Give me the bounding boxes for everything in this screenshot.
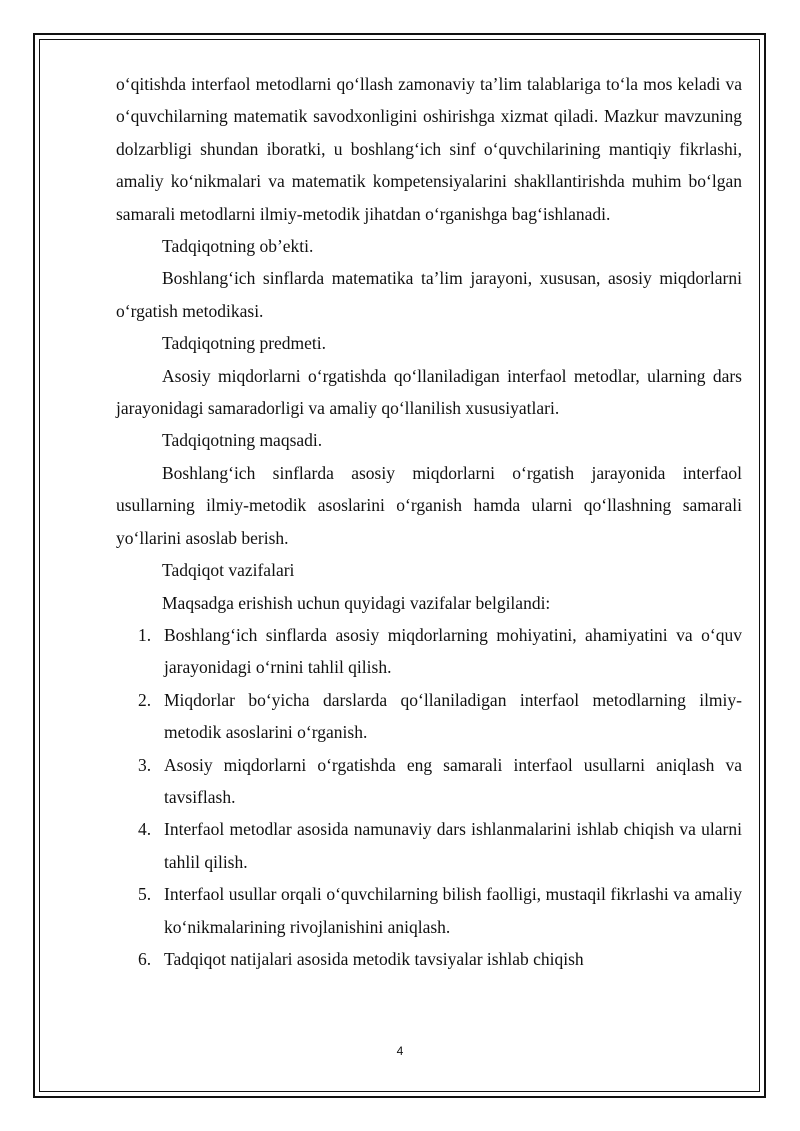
list-item-number: 4. bbox=[138, 819, 152, 840]
list-item bbox=[138, 813, 742, 878]
list-item bbox=[138, 878, 742, 943]
list-item-number: 2. bbox=[138, 689, 152, 710]
page-number: 4 bbox=[396, 1044, 404, 1058]
tasks-intro: Maqsadga erishish uchun quyidagi vazifalar belgilandi: bbox=[162, 592, 551, 613]
document-body bbox=[116, 68, 742, 975]
list-item-text: Tadqiqot natijalari asosida metodik tavsiyalar ishlab chiqish bbox=[164, 948, 584, 969]
list-item-text: Miqdorlar bo‘yicha darslarda qo‘llaniladigan interfaol metodlarning ilmiy-metodik asoslarini o‘rganish. bbox=[164, 689, 742, 743]
subject-paragraph: Asosiy miqdorlarni o‘rgatishda qo‘llaniladigan interfaol metodlar, ularning dars jarayonidagi samaradorligi va amaliy qo‘llanilish xususiyatlari. bbox=[116, 365, 742, 419]
list-item bbox=[138, 684, 742, 749]
subject-heading: Tadqiqotning predmeti. bbox=[162, 333, 327, 354]
list-item-number: 3. bbox=[138, 754, 152, 775]
goal-heading: Tadqiqotning maqsadi. bbox=[162, 430, 323, 451]
list-item bbox=[138, 943, 742, 975]
object-paragraph: Boshlang‘ich sinflarda matematika ta’lim jarayoni, xususan, asosiy miqdorlarni o‘rgatish metodikasi. bbox=[116, 268, 742, 321]
list-item-text: Interfaol usullar orqali o‘quvchilarning bilish faolligi, mustaqil fikrlashi va amaliy ko‘nikmalarining rivojlanishini aniqlash. bbox=[164, 884, 742, 937]
intro-paragraph: o‘qitishda interfaol metodlarni qo‘llash zamonaviy ta’lim talablariga to‘la mos keladi va o‘quvchilarning matematik savodxonligini oshirishga xizmat qiladi. Mazkur mavzuning dolzarbligi shundan iboratki, u boshlang‘ich sinf o‘quvchilarining mantiqiy fikrlashi, amaliy ko‘nikmalari va matematik kompetensiyalarini shakllantirishda muhim bo‘lgan samarali metodlarni ilmiy-metodik jihatdan o‘rganishga bag‘ishlanadi. bbox=[116, 74, 742, 224]
list-item-text: Boshlang‘ich sinflarda asosiy miqdorlarning mohiyatini, ahamiyatini va o‘quv jarayonidagi o‘rnini tahlil qilish. bbox=[164, 624, 742, 678]
tasks-heading: Tadqiqot vazifalari bbox=[162, 560, 295, 581]
list-item-number: 6. bbox=[138, 948, 152, 969]
list-item bbox=[138, 749, 742, 814]
list-item-number: 5. bbox=[138, 884, 152, 905]
list-item-text: Asosiy miqdorlarni o‘rgatishda eng samarali interfaol usullarni aniqlash va tavsiflash. bbox=[164, 754, 742, 807]
object-heading: Tadqiqotning ob’ekti. bbox=[162, 236, 314, 257]
list-item-number: 1. bbox=[138, 624, 152, 645]
list-item bbox=[138, 619, 742, 684]
goal-paragraph: Boshlang‘ich sinflarda asosiy miqdorlarni o‘rgatish jarayonida interfaol usullarning ilmiy-metodik asoslarini o‘rganish hamda ularni qo‘llashning samarali yo‘llarini asoslab berish. bbox=[116, 462, 742, 548]
tasks-list bbox=[116, 619, 742, 975]
list-item-text: Interfaol metodlar asosida namunaviy dars ishlanmalarini ishlab chiqish va ularni tahlil qilish. bbox=[164, 819, 742, 872]
